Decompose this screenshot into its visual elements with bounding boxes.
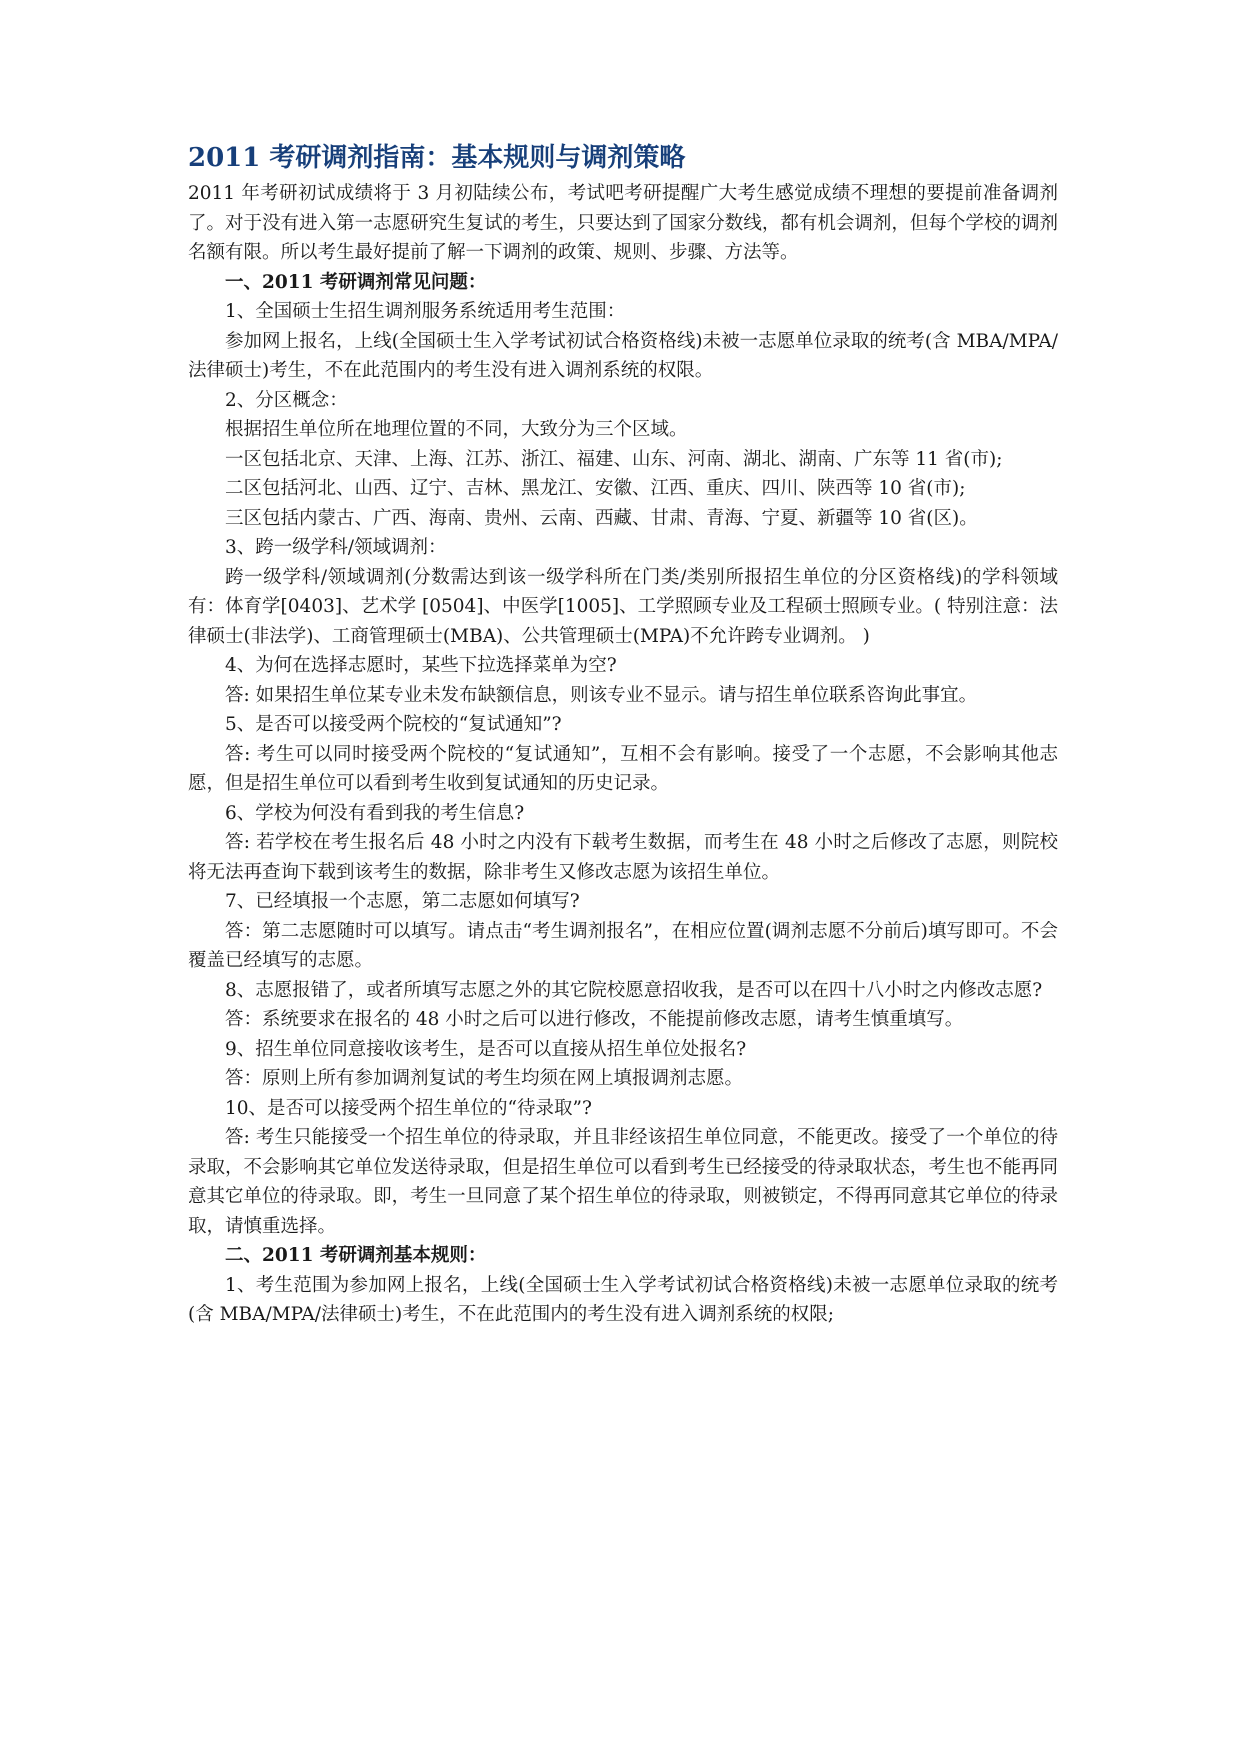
paragraph: 答: 如果招生单位某专业未发布缺额信息，则该专业不显示。请与招生单位联系咨询此事宜。 xyxy=(225,684,978,706)
paragraph: 根据招生单位所在地理位置的不同，大致分为三个区域。 xyxy=(225,419,688,440)
paragraph: 一区包括北京、天津、上海、江苏、浙江、福建、山东、河南、湖北、湖南、广东等 11 省(市); xyxy=(225,448,1003,470)
paragraph: 10、是否可以接受两个招生单位的“待录取”? xyxy=(225,1097,592,1119)
document-title: 2011 考研调剂指南：基本规则与调剂策略 xyxy=(188,143,686,173)
paragraph: 跨一级学科/领域调剂(分数需达到该一级学科所在门类/类别所报招生单位的分区资格线)的学科领域有：体育学[0403]、艺术学 [0504]、中医学[1005]、工学照顾专业及工程硕士照顾专业。( 特别注意：法律硕士(非法学)、工商管理硕士(MBA)、公共管理硕士(MPA)不允许跨专业调剂。 ) xyxy=(188,566,1058,647)
paragraph: 参加网上报名，上线(全国硕士生入学考试初试合格资格线)未被一志愿单位录取的统考(含 MBA/MPA/法律硕士)考生，不在此范围内的考生没有进入调剂系统的权限。 xyxy=(188,330,1058,381)
paragraph: 答：第二志愿随时可以填写。请点击“考生调剂报名”，在相应位置(调剂志愿不分前后)填写即可。不会覆盖已经填写的志愿。 xyxy=(188,920,1058,971)
intro-paragraph: 2011 年考研初试成绩将于 3 月初陆续公布，考试吧考研提醒广大考生感觉成绩不理想的要提前准备调剂了。对于没有进入第一志愿研究生复试的考生，只要达到了国家分数线，都有机会调剂，但每个学校的调剂名额有限。所以考生最好提前了解一下调剂的政策、规则、步骤、方法等。 xyxy=(188,183,1058,263)
paragraph: 4、为何在选择志愿时，某些下拉选择菜单为空? xyxy=(225,655,617,676)
paragraph: 答: 若学校在考生报名后 48 小时之内没有下载考生数据，而考生在 48 小时之后修改了志愿，则院校将无法再查询下载到该考生的数据，除非考生又修改志愿为该招生单位。 xyxy=(188,832,1058,883)
paragraph: 6、学校为何没有看到我的考生信息? xyxy=(225,802,525,824)
paragraph: 答：原则上所有参加调剂复试的考生均须在网上填报调剂志愿。 xyxy=(225,1068,744,1089)
paragraph: 1、全国硕士生招生调剂服务系统适用考生范围： xyxy=(225,301,626,322)
paragraph: 答: 考生只能接受一个招生单位的待录取，并且非经该招生单位同意，不能更改。接受了一个单位的待录取，不会影响其它单位发送待录取，但是招生单位可以看到考生已经接受的待录取状态，考生也不能再同意其它单位的待录取。即，考生一旦同意了某个招生单位的待录取，则被锁定，不得再同意其它单位的待录取，请慎重选择。 xyxy=(188,1127,1058,1237)
rule-paragraph: 1、考生范围为参加网上报名，上线(全国硕士生入学考试初试合格资格线)未被一志愿单位录取的统考(含 MBA/MPA/法律硕士)考生，不在此范围内的考生没有进入调剂系统的权限; xyxy=(188,1274,1058,1325)
section-heading-faq: 一、2011 考研调剂常见问题： xyxy=(225,271,487,293)
paragraph: 三区包括内蒙古、广西、海南、贵州、云南、西藏、甘肃、青海、宁夏、新疆等 10 省(区)。 xyxy=(225,507,978,529)
paragraph: 答: 考生可以同时接受两个院校的“复试通知”，互相不会有影响。接受了一个志愿，不会影响其他志愿，但是招生单位可以看到考生收到复试通知的历史记录。 xyxy=(188,743,1058,794)
paragraph: 3、跨一级学科/领域调剂： xyxy=(225,537,447,558)
paragraph: 2、分区概念： xyxy=(225,389,348,411)
paragraph: 8、志愿报错了，或者所填写志愿之外的其它院校愿意招收我，是否可以在四十八小时之内修改志愿? xyxy=(225,979,1043,1001)
section-heading-rules: 二、2011 考研调剂基本规则： xyxy=(225,1245,487,1266)
paragraph: 9、招生单位同意接收该考生，是否可以直接从招生单位处报名? xyxy=(225,1038,747,1060)
paragraph: 7、已经填报一个志愿，第二志愿如何填写? xyxy=(225,891,580,912)
paragraph: 二区包括河北、山西、辽宁、吉林、黑龙江、安徽、江西、重庆、四川、陕西等 10 省(市); xyxy=(225,478,966,499)
paragraph: 答：系统要求在报名的 48 小时之后可以进行修改，不能提前修改志愿，请考生慎重填写。 xyxy=(225,1009,964,1030)
document-page xyxy=(188,138,1058,1330)
paragraph: 5、是否可以接受两个院校的“复试通知”? xyxy=(225,714,562,735)
